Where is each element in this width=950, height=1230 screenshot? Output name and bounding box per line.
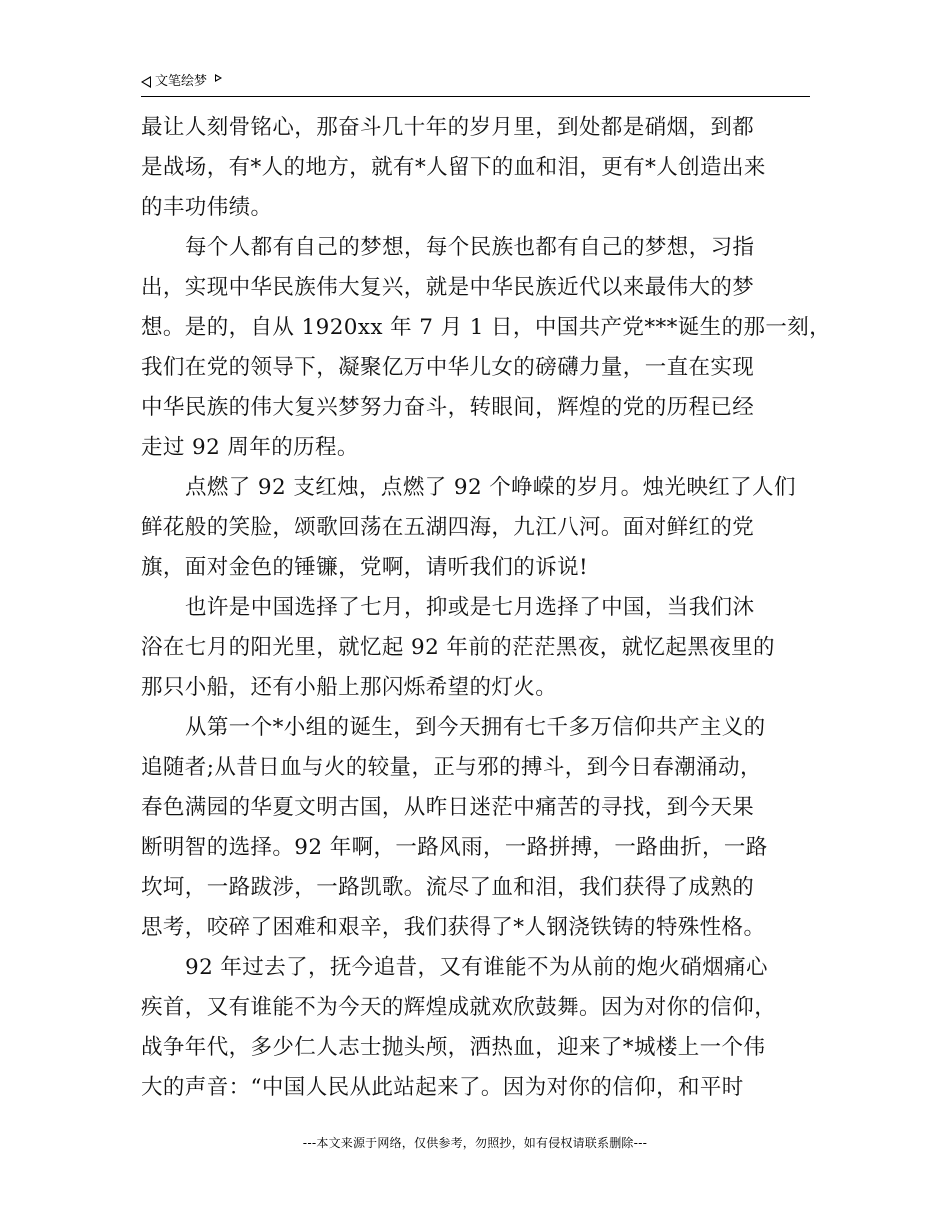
text-line: 的丰功伟绩。: [141, 195, 273, 220]
document-body: [141, 108, 832, 1108]
text-line: 点燃了 92 支红烛，点燃了 92 个峥嵘的岁月。烛光映红了人们: [185, 475, 796, 500]
triangle-right-icon: [215, 74, 222, 82]
text-line: 我们在党的领导下，凝聚亿万中华儿女的磅礴力量，一直在实现: [141, 355, 755, 380]
text-line: 追随者;从昔日血与火的较量，正与邪的搏斗，到今日春潮涌动，: [141, 755, 762, 780]
triangle-left-icon: [141, 76, 151, 88]
text-line: 大的声音：“中国人民从此站起来了。因为对你的信仰，和平时: [141, 1075, 744, 1100]
text-line: 92 年过去了，抚今追昔，又有谁能不为从前的炮火硝烟痛心: [185, 955, 768, 980]
text-line: 每个人都有自己的梦想，每个民族也都有自己的梦想，习指: [185, 235, 755, 260]
text-line: 出，实现中华民族伟大复兴，就是中华民族近代以来最伟大的梦: [141, 275, 755, 300]
text-line: 最让人刻骨铭心，那奋斗几十年的岁月里，到处都是硝烟，到都: [141, 115, 755, 140]
text-line: 走过 92 周年的历程。: [141, 435, 359, 460]
text-line: 也许是中国选择了七月，抑或是七月选择了中国，当我们沐: [185, 595, 755, 620]
text-line: 旗，面对金色的锤镰，党啊，请听我们的诉说!: [141, 555, 589, 580]
text-line: 春色满园的华夏文明古国，从昨日迷茫中痛苦的寻找，到今天果: [141, 795, 755, 820]
text-line: 战争年代，多少仁人志士抛头颅，洒热血，迎来了*城楼上一个伟: [141, 1035, 766, 1060]
text-line: 从第一个*小组的诞生，到今天拥有七千多万信仰共产主义的: [185, 715, 766, 740]
text-line: 坎坷，一路跋涉，一路凯歌。流尽了血和泪，我们获得了成熟的: [141, 875, 755, 900]
text-line: 中华民族的伟大复兴梦努力奋斗，转眼间，辉煌的党的历程已经: [141, 395, 755, 420]
page-header: [141, 70, 810, 97]
text-line: 断明智的选择。92 年啊，一路风雨，一路拼搏，一路曲折，一路: [141, 835, 768, 860]
text-line: 思考，咬碎了困难和艰辛，我们获得了*人钢浇铁铸的特殊性格。: [141, 915, 766, 940]
text-line: 浴在七月的阳光里，就忆起 92 年前的茫茫黑夜，就忆起黑夜里的: [141, 635, 775, 660]
text-line: 那只小船，还有小船上那闪烁希望的灯火。: [141, 675, 558, 700]
text-line: 疾首，又有谁能不为今天的辉煌成就欢欣鼓舞。因为对你的信仰，: [141, 995, 777, 1020]
text-line: 鲜花般的笑脸，颂歌回荡在五湖四海，九江八河。面对鲜红的党: [141, 515, 755, 540]
header-brand: [141, 72, 222, 92]
text-line: 想。是的，自从 1920xx 年 7 月 1 日，中国共产党***诞生的那一刻，: [141, 315, 832, 340]
text-line: 是战场，有*人的地方，就有*人留下的血和泪，更有*人创造出来: [141, 155, 766, 180]
page-footer: ---本文来源于网络，仅供参考，勿照抄，如有侵权请联系删除---: [302, 1136, 648, 1150]
header-title: 文笔绘梦: [155, 74, 208, 89]
